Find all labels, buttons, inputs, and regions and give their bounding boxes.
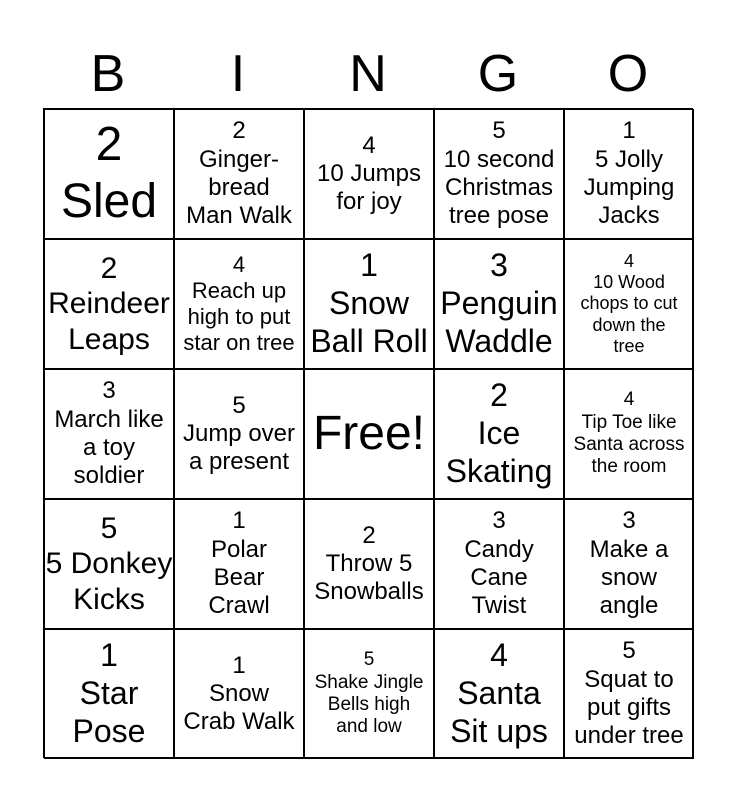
bingo-cell[interactable]	[564, 369, 694, 499]
bingo-board	[43, 108, 693, 758]
cell-text-line: 5	[100, 511, 118, 545]
cell-text-line: a present	[188, 448, 290, 476]
cell-text-line: 5	[492, 117, 506, 145]
bingo-cell[interactable]	[434, 109, 564, 239]
cell-text-line: 4	[490, 637, 508, 674]
cell-text-line: Leaps	[68, 322, 150, 356]
bingo-cell[interactable]	[434, 239, 564, 369]
cell-text-line: Pose	[72, 712, 146, 749]
cell-text-line: 1	[360, 247, 378, 284]
header-letter-o: O	[607, 45, 649, 103]
cell-text-line: 2	[95, 118, 123, 172]
cell-text-line: 3	[102, 377, 116, 405]
cell-text-line: Bear	[213, 564, 265, 591]
cell-text-line: chops to cut	[580, 293, 678, 314]
bingo-cell[interactable]	[564, 109, 694, 239]
header-letter-n: N	[349, 45, 387, 103]
cell-text-line: soldier	[73, 462, 145, 490]
cell-text-line: March like	[54, 405, 164, 433]
cell-text-line: 4	[362, 131, 376, 159]
cell-text-line: Crab Walk	[183, 708, 295, 736]
cell-text-line: Make a	[589, 535, 669, 563]
cell-text-line: Jacks	[598, 202, 660, 230]
cell-text-line: Polar	[210, 535, 268, 563]
bingo-cell[interactable]	[434, 499, 564, 629]
cell-text-line: 1	[622, 117, 636, 145]
cell-text-line: Jump over	[182, 419, 296, 447]
bingo-cell[interactable]	[304, 109, 434, 239]
cell-text-line: put gifts	[586, 694, 672, 721]
cell-text-line: Waddle	[445, 322, 553, 359]
cell-text-line: 4	[623, 250, 634, 271]
cell-text-line: Sled	[60, 175, 158, 228]
cell-text-line: 1	[232, 507, 246, 535]
cell-text-line: Snow	[208, 679, 270, 707]
cell-text-line: a toy	[82, 434, 136, 461]
cell-text-line: the room	[591, 456, 667, 478]
cell-text-line: tree	[613, 335, 645, 356]
cell-text-line: Ice	[477, 415, 521, 452]
bingo-cell[interactable]	[44, 109, 174, 239]
cell-text-line: star on tree	[183, 329, 295, 355]
cell-text-line: 5	[622, 637, 636, 665]
cell-text-line: 2	[100, 251, 118, 285]
cell-text-line: 2	[490, 377, 508, 414]
cell-text-line: Squat to	[584, 665, 674, 693]
cell-text-line: angle	[599, 592, 659, 620]
cell-text-line: 3	[492, 507, 506, 535]
cell-text-line: 4	[623, 389, 635, 411]
cell-text-line: Man Walk	[186, 202, 292, 230]
cell-text-line: 5 Donkey	[45, 547, 173, 581]
cell-text-line: 1	[100, 637, 118, 674]
bingo-cell[interactable]	[44, 499, 174, 629]
bingo-cell[interactable]	[174, 499, 304, 629]
cell-text-line: tree pose	[448, 202, 550, 230]
cell-text-line: 4	[232, 252, 246, 278]
bingo-cell[interactable]	[304, 239, 434, 369]
cell-text-line: 1	[232, 651, 246, 679]
cell-text-line: Kicks	[73, 582, 145, 616]
bingo-cell[interactable]	[44, 369, 174, 499]
bingo-cell[interactable]	[44, 239, 174, 369]
bingo-cell[interactable]	[174, 109, 304, 239]
cell-text-line: 3	[490, 247, 508, 284]
cell-text-line: bread	[208, 174, 270, 201]
cell-text-line: 5	[363, 649, 375, 671]
cell-text-line: Santa across	[573, 434, 685, 455]
cell-text-line: 5	[232, 391, 246, 419]
cell-text-line: 2	[232, 117, 246, 145]
cell-text-line: and low	[336, 716, 402, 738]
cell-text-line: 3	[622, 507, 636, 535]
cell-text-line: 10 Jumps	[316, 159, 422, 187]
header-letter-g: G	[477, 45, 519, 103]
cell-text-line: Jumping	[583, 174, 675, 201]
cell-text-line: Skating	[445, 452, 553, 489]
cell-text-line: Throw 5	[325, 549, 413, 577]
cell-text-line: Ball Roll	[310, 322, 428, 359]
cell-text-line: Snowballs	[314, 578, 424, 606]
bingo-cell[interactable]	[434, 629, 564, 759]
cell-text-line: Santa	[457, 675, 541, 712]
bingo-cell[interactable]	[564, 239, 694, 369]
cell-text-line: Twist	[471, 592, 527, 620]
cell-text-line: snow	[600, 564, 658, 591]
cell-text-line: Candy	[464, 535, 534, 563]
bingo-cell[interactable]	[304, 499, 434, 629]
header-letter-b: B	[90, 45, 126, 103]
cell-text-line: Penguin	[440, 285, 558, 322]
bingo-cell[interactable]	[304, 369, 434, 499]
cell-text-line: 10 second	[443, 145, 555, 173]
bingo-cell[interactable]	[174, 369, 304, 499]
cell-text-line: Crawl	[208, 592, 270, 620]
cell-text-line: Bells high	[327, 694, 411, 715]
bingo-cell[interactable]	[44, 629, 174, 759]
bingo-cell[interactable]	[174, 629, 304, 759]
cell-text-line: Snow	[328, 285, 410, 322]
bingo-cell[interactable]	[174, 239, 304, 369]
cell-text-line: Free!	[312, 406, 426, 460]
bingo-cell[interactable]	[564, 499, 694, 629]
cell-text-line: for joy	[336, 188, 402, 216]
cell-text-line: Christmas	[444, 174, 553, 201]
bingo-cell[interactable]	[564, 629, 694, 759]
cell-text-line: under tree	[574, 722, 684, 750]
cell-text-line: Reindeer	[48, 287, 170, 321]
cell-text-line: 5 Jolly	[594, 145, 664, 173]
bingo-cell[interactable]	[434, 369, 564, 499]
bingo-cell[interactable]	[304, 629, 434, 759]
cell-text-line: 10 Wood	[593, 272, 665, 293]
cell-text-line: Reach up	[191, 278, 287, 304]
cell-text-line: 2	[362, 521, 376, 549]
cell-text-line: Sit ups	[450, 712, 548, 749]
cell-text-line: Tip Toe like	[581, 411, 677, 433]
header-letter-i: I	[230, 45, 246, 103]
bingo-header	[43, 40, 693, 108]
cell-text-line: Cane	[470, 564, 528, 591]
cell-text-line: Ginger-	[198, 145, 280, 173]
cell-text-line: down the	[592, 314, 666, 335]
cell-text-line: Star	[79, 675, 139, 712]
cell-text-line: Shake Jingle	[314, 671, 424, 693]
cell-text-line: high to put	[187, 304, 291, 329]
